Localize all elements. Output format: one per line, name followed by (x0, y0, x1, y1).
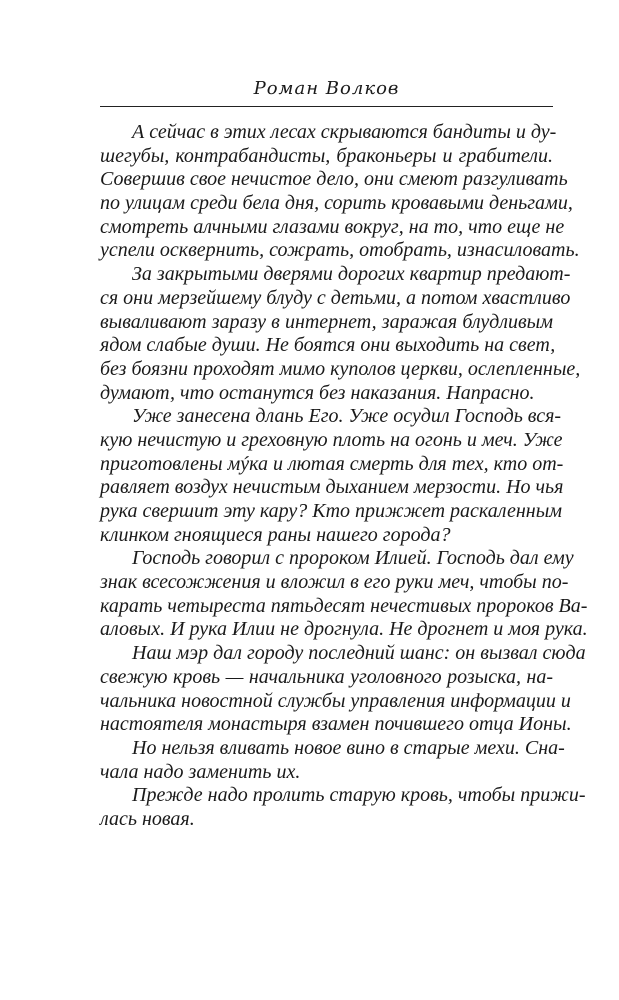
text-line: Господь говорил с пророком Илией. Господь дал ему (132, 547, 574, 570)
text-line: шегубы, контрабандисты, браконьеры и грабители. (100, 144, 553, 167)
text-line: ядом слабые души. Не боятся они выходить на свет, (100, 334, 556, 357)
paragraph (100, 121, 580, 263)
text-line: Прежде надо пролить старую кровь, чтобы прижи- (132, 784, 586, 807)
text-line: Уже занесена длань Его. Уже осудил Господь вся- (132, 405, 562, 428)
text-line: карать четыреста пятьдесят нечестивых пророков Ва- (100, 594, 588, 617)
paragraph (100, 642, 586, 737)
text-line: Но нельзя вливать новое вино в старые мехи. Сна- (132, 736, 565, 759)
text-line: А сейчас в этих лесах скрываются бандиты и ду- (132, 121, 557, 143)
text-line: приготовлены мýка и лютая смерть для тех, кто от- (100, 452, 564, 475)
text-line: аловых. И рука Илии не дрогнула. Не дрогнет и моя рука. (100, 618, 588, 641)
text-line: ся они мерзейшему блуду с детьми, а потом хвастливо (100, 286, 571, 309)
text-line: свежую кровь — начальника уголовного розыска, на- (100, 665, 553, 688)
text-line: по улицам среди бела дня, сорить кровавыми деньгами, (100, 192, 573, 215)
running-head-title: Роман Волков (253, 78, 400, 99)
paragraph (100, 263, 581, 405)
text-line: чала надо заменить их. (100, 760, 301, 783)
text-line: думают, что останутся без наказания. Напрасно. (100, 381, 535, 404)
header-rule (100, 106, 553, 107)
text-line: рука свершит эту кару? Кто прижжет раскаленным (100, 500, 563, 522)
text-line: Совершив свое нечистое дело, они смеют разгуливать (100, 168, 568, 191)
text-line: смотреть алчными глазами вокруг, на то, что еще не (100, 215, 565, 238)
text-line: настоятеля монастыря взамен почившего отца Ионы. (100, 713, 572, 736)
text-line: Наш мэр дал городу последний шанс: он вызвал сюда (132, 642, 586, 665)
paragraph (100, 736, 565, 784)
paragraph (100, 547, 588, 642)
text-line: равляет воздух нечистым дыханием мерзости. Но чья (100, 476, 564, 499)
paragraph (100, 784, 586, 831)
text-line: без боязни проходят мимо куполов церкви, ослепленные, (100, 357, 581, 380)
text-line: знак всесожжения и вложил в его руки меч, чтобы по- (100, 571, 569, 594)
text-line: кую нечистую и греховную плоть на огонь и меч. Уже (100, 428, 563, 451)
text-line: успели осквернить, сожрать, отобрать, изнасиловать. (100, 239, 580, 262)
text-line: лась новая. (100, 807, 195, 830)
text-line: клинком гноящиеся раны нашего города? (100, 523, 451, 546)
text-line: вываливают заразу в интернет, заражая блудливым (100, 310, 553, 333)
paragraph (100, 405, 564, 547)
body-text (100, 121, 588, 832)
text-line: чальника новостной службы управления информации и (100, 689, 571, 712)
text-line: За закрытыми дверями дорогих квартир предают- (132, 263, 571, 286)
